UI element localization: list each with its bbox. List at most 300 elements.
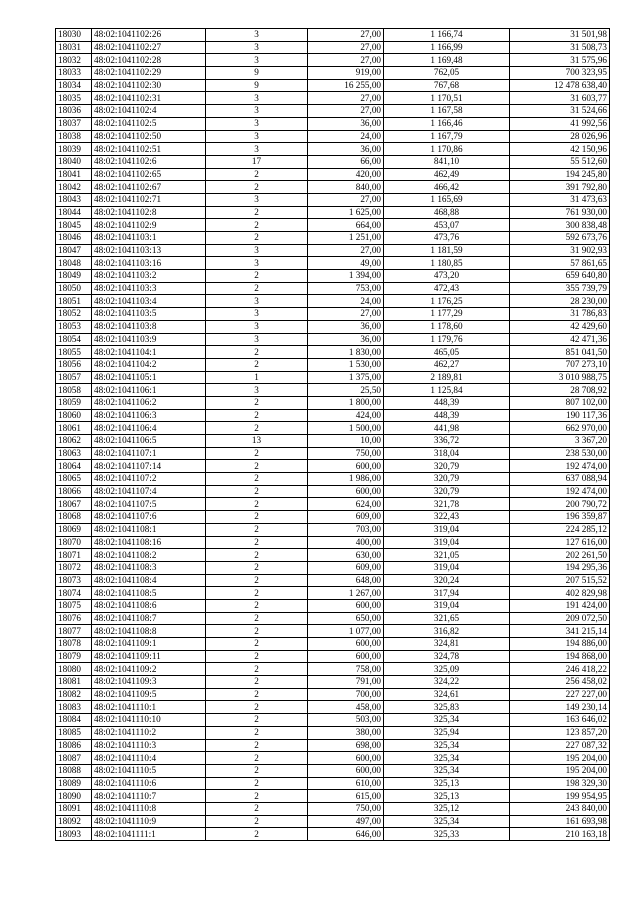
group-cell: 13 [206, 435, 308, 448]
cadastral-number-cell: 48:02:1041107:14 [92, 460, 206, 473]
cadastral-number-cell: 48:02:1041110:4 [92, 752, 206, 765]
row-number-cell: 18070 [56, 536, 92, 549]
table-row [56, 574, 610, 587]
rate-cell: 465,05 [384, 346, 510, 359]
group-cell: 3 [206, 117, 308, 130]
group-cell: 2 [206, 181, 308, 194]
table-row [56, 561, 610, 574]
cadastral-number-cell: 48:02:1041110:9 [92, 815, 206, 828]
value-cell: 3 367,20 [510, 435, 610, 448]
value-cell: 402 829,98 [510, 587, 610, 600]
cadastral-number-cell: 48:02:1041106:5 [92, 435, 206, 448]
row-number-cell: 18056 [56, 358, 92, 371]
rate-cell: 319,04 [384, 561, 510, 574]
area-cell: 609,00 [308, 561, 384, 574]
table-row [56, 54, 610, 67]
area-cell: 646,00 [308, 828, 384, 841]
cadastral-number-cell: 48:02:1041102:50 [92, 130, 206, 143]
area-cell: 458,00 [308, 701, 384, 714]
rate-cell: 767,68 [384, 79, 510, 92]
group-cell: 2 [206, 599, 308, 612]
row-number-cell: 18043 [56, 193, 92, 206]
value-cell: 28 708,92 [510, 384, 610, 397]
cadastral-number-cell: 48:02:1041102:9 [92, 219, 206, 232]
table-row [56, 790, 610, 803]
area-cell: 400,00 [308, 536, 384, 549]
row-number-cell: 18062 [56, 435, 92, 448]
area-cell: 791,00 [308, 676, 384, 689]
table-row [56, 79, 610, 92]
table-row [56, 638, 610, 651]
value-cell: 31 786,83 [510, 308, 610, 321]
row-number-cell: 18088 [56, 764, 92, 777]
area-cell: 610,00 [308, 777, 384, 790]
cadastral-number-cell: 48:02:1041109:11 [92, 650, 206, 663]
row-number-cell: 18078 [56, 638, 92, 651]
group-cell: 3 [206, 333, 308, 346]
row-number-cell: 18064 [56, 460, 92, 473]
value-cell: 190 117,36 [510, 409, 610, 422]
row-number-cell: 18039 [56, 143, 92, 156]
group-cell: 2 [206, 219, 308, 232]
rate-cell: 325,34 [384, 752, 510, 765]
rate-cell: 325,34 [384, 714, 510, 727]
rate-cell: 448,39 [384, 409, 510, 422]
value-cell: 41 992,56 [510, 117, 610, 130]
cadastral-number-cell: 48:02:1041103:4 [92, 295, 206, 308]
group-cell: 3 [206, 257, 308, 270]
area-cell: 1 375,00 [308, 371, 384, 384]
table-row [56, 701, 610, 714]
group-cell: 2 [206, 346, 308, 359]
area-cell: 698,00 [308, 739, 384, 752]
value-cell: 256 458,02 [510, 676, 610, 689]
cadastral-number-cell: 48:02:1041102:31 [92, 92, 206, 105]
value-cell: 28 230,00 [510, 295, 610, 308]
group-cell: 3 [206, 384, 308, 397]
rate-cell: 325,13 [384, 790, 510, 803]
value-cell: 238 530,00 [510, 447, 610, 460]
area-cell: 25,50 [308, 384, 384, 397]
row-number-cell: 18037 [56, 117, 92, 130]
area-cell: 66,00 [308, 155, 384, 168]
value-cell: 194 295,36 [510, 561, 610, 574]
area-cell: 1 830,00 [308, 346, 384, 359]
cadastral-number-cell: 48:02:1041102:51 [92, 143, 206, 156]
rate-cell: 466,42 [384, 181, 510, 194]
group-cell: 2 [206, 523, 308, 536]
group-cell: 3 [206, 105, 308, 118]
cadastral-number-cell: 48:02:1041102:4 [92, 105, 206, 118]
rate-cell: 322,43 [384, 511, 510, 524]
rate-cell: 325,12 [384, 802, 510, 815]
area-cell: 750,00 [308, 447, 384, 460]
value-cell: 207 515,52 [510, 574, 610, 587]
value-cell: 851 041,50 [510, 346, 610, 359]
cadastral-number-cell: 48:02:1041102:26 [92, 29, 206, 42]
value-cell: 55 512,60 [510, 155, 610, 168]
row-number-cell: 18087 [56, 752, 92, 765]
row-number-cell: 18082 [56, 688, 92, 701]
row-number-cell: 18040 [56, 155, 92, 168]
area-cell: 1 077,00 [308, 625, 384, 638]
group-cell: 2 [206, 726, 308, 739]
row-number-cell: 18069 [56, 523, 92, 536]
group-cell: 2 [206, 270, 308, 283]
area-cell: 600,00 [308, 650, 384, 663]
rate-cell: 320,24 [384, 574, 510, 587]
value-cell: 192 474,00 [510, 485, 610, 498]
table-row [56, 688, 610, 701]
rate-cell: 453,07 [384, 219, 510, 232]
rate-cell: 325,34 [384, 739, 510, 752]
table-row [56, 270, 610, 283]
cadastral-number-cell: 48:02:1041106:3 [92, 409, 206, 422]
area-cell: 919,00 [308, 67, 384, 80]
group-cell: 2 [206, 485, 308, 498]
rate-cell: 321,05 [384, 549, 510, 562]
cadastral-number-cell: 48:02:1041107:6 [92, 511, 206, 524]
area-cell: 609,00 [308, 511, 384, 524]
cadastral-number-cell: 48:02:1041111:1 [92, 828, 206, 841]
table-row [56, 41, 610, 54]
value-cell: 659 640,80 [510, 270, 610, 283]
value-cell: 42 471,36 [510, 333, 610, 346]
row-number-cell: 18085 [56, 726, 92, 739]
rate-cell: 1 179,76 [384, 333, 510, 346]
cadastral-number-cell: 48:02:1041106:4 [92, 422, 206, 435]
rate-cell: 325,94 [384, 726, 510, 739]
group-cell: 2 [206, 739, 308, 752]
cadastral-number-cell: 48:02:1041102:5 [92, 117, 206, 130]
group-cell: 2 [206, 764, 308, 777]
row-number-cell: 18066 [56, 485, 92, 498]
group-cell: 2 [206, 714, 308, 727]
row-number-cell: 18084 [56, 714, 92, 727]
area-cell: 36,00 [308, 320, 384, 333]
table-row [56, 117, 610, 130]
table-row [56, 346, 610, 359]
table-row [56, 726, 610, 739]
row-number-cell: 18031 [56, 41, 92, 54]
value-cell: 700 323,95 [510, 67, 610, 80]
table-row [56, 714, 610, 727]
cadastral-number-cell: 48:02:1041106:2 [92, 396, 206, 409]
group-cell: 2 [206, 802, 308, 815]
area-cell: 758,00 [308, 663, 384, 676]
table-row [56, 181, 610, 194]
area-cell: 1 394,00 [308, 270, 384, 283]
rate-cell: 462,49 [384, 168, 510, 181]
rate-cell: 317,94 [384, 587, 510, 600]
table-row [56, 105, 610, 118]
rate-cell: 325,13 [384, 777, 510, 790]
rate-cell: 319,04 [384, 599, 510, 612]
value-cell: 12 478 638,40 [510, 79, 610, 92]
rate-cell: 1 170,51 [384, 92, 510, 105]
table-row [56, 409, 610, 422]
value-cell: 198 329,30 [510, 777, 610, 790]
rate-cell: 320,79 [384, 485, 510, 498]
area-cell: 380,00 [308, 726, 384, 739]
table-row [56, 485, 610, 498]
row-number-cell: 18071 [56, 549, 92, 562]
cadastral-number-cell: 48:02:1041105:1 [92, 371, 206, 384]
table-row [56, 802, 610, 815]
row-number-cell: 18067 [56, 498, 92, 511]
table-row [56, 625, 610, 638]
table-row [56, 295, 610, 308]
rate-cell: 1 167,58 [384, 105, 510, 118]
area-cell: 615,00 [308, 790, 384, 803]
group-cell: 2 [206, 232, 308, 245]
table-row [56, 320, 610, 333]
row-number-cell: 18090 [56, 790, 92, 803]
value-cell: 194 868,00 [510, 650, 610, 663]
value-cell: 199 954,95 [510, 790, 610, 803]
value-cell: 31 473,63 [510, 193, 610, 206]
row-number-cell: 18060 [56, 409, 92, 422]
rate-cell: 325,34 [384, 764, 510, 777]
row-number-cell: 18061 [56, 422, 92, 435]
value-cell: 31 508,73 [510, 41, 610, 54]
rate-cell: 325,83 [384, 701, 510, 714]
group-cell: 2 [206, 396, 308, 409]
cadastral-number-cell: 48:02:1041102:65 [92, 168, 206, 181]
area-cell: 1 267,00 [308, 587, 384, 600]
row-number-cell: 18063 [56, 447, 92, 460]
group-cell: 3 [206, 54, 308, 67]
group-cell: 2 [206, 752, 308, 765]
table-row [56, 143, 610, 156]
value-cell: 127 616,00 [510, 536, 610, 549]
data-table [55, 28, 610, 841]
row-number-cell: 18073 [56, 574, 92, 587]
rate-cell: 762,05 [384, 67, 510, 80]
rate-cell: 473,76 [384, 232, 510, 245]
group-cell: 2 [206, 815, 308, 828]
group-cell: 3 [206, 130, 308, 143]
value-cell: 192 474,00 [510, 460, 610, 473]
table-row [56, 219, 610, 232]
table-row [56, 523, 610, 536]
value-cell: 31 501,98 [510, 29, 610, 42]
row-number-cell: 18033 [56, 67, 92, 80]
area-cell: 703,00 [308, 523, 384, 536]
value-cell: 28 026,96 [510, 130, 610, 143]
row-number-cell: 18074 [56, 587, 92, 600]
cadastral-number-cell: 48:02:1041102:67 [92, 181, 206, 194]
rate-cell: 324,61 [384, 688, 510, 701]
cadastral-number-cell: 48:02:1041107:1 [92, 447, 206, 460]
table-row [56, 828, 610, 841]
rate-cell: 321,78 [384, 498, 510, 511]
group-cell: 2 [206, 688, 308, 701]
cadastral-number-cell: 48:02:1041108:7 [92, 612, 206, 625]
cadastral-number-cell: 48:02:1041109:2 [92, 663, 206, 676]
table-row [56, 130, 610, 143]
rate-cell: 1 166,99 [384, 41, 510, 54]
area-cell: 27,00 [308, 41, 384, 54]
row-number-cell: 18077 [56, 625, 92, 638]
area-cell: 10,00 [308, 435, 384, 448]
rate-cell: 1 178,60 [384, 320, 510, 333]
area-cell: 664,00 [308, 219, 384, 232]
table-row [56, 815, 610, 828]
row-number-cell: 18080 [56, 663, 92, 676]
area-cell: 600,00 [308, 485, 384, 498]
row-number-cell: 18089 [56, 777, 92, 790]
group-cell: 1 [206, 371, 308, 384]
area-cell: 27,00 [308, 92, 384, 105]
area-cell: 753,00 [308, 282, 384, 295]
rate-cell: 1 177,29 [384, 308, 510, 321]
cadastral-number-cell: 48:02:1041110:10 [92, 714, 206, 727]
group-cell: 2 [206, 168, 308, 181]
value-cell: 149 230,14 [510, 701, 610, 714]
rate-cell: 472,43 [384, 282, 510, 295]
group-cell: 2 [206, 409, 308, 422]
area-cell: 27,00 [308, 105, 384, 118]
table-row [56, 473, 610, 486]
row-number-cell: 18030 [56, 29, 92, 42]
group-cell: 2 [206, 549, 308, 562]
row-number-cell: 18083 [56, 701, 92, 714]
value-cell: 191 424,00 [510, 599, 610, 612]
group-cell: 2 [206, 498, 308, 511]
row-number-cell: 18036 [56, 105, 92, 118]
table-row [56, 422, 610, 435]
value-cell: 227 087,32 [510, 739, 610, 752]
cadastral-number-cell: 48:02:1041103:1 [92, 232, 206, 245]
table-row [56, 232, 610, 245]
area-cell: 600,00 [308, 638, 384, 651]
rate-cell: 324,81 [384, 638, 510, 651]
value-cell: 31 575,96 [510, 54, 610, 67]
cadastral-number-cell: 48:02:1041110:3 [92, 739, 206, 752]
cadastral-number-cell: 48:02:1041109:3 [92, 676, 206, 689]
area-cell: 1 800,00 [308, 396, 384, 409]
area-cell: 1 625,00 [308, 206, 384, 219]
cadastral-number-cell: 48:02:1041102:8 [92, 206, 206, 219]
row-number-cell: 18065 [56, 473, 92, 486]
row-number-cell: 18047 [56, 244, 92, 257]
area-cell: 420,00 [308, 168, 384, 181]
rate-cell: 321,65 [384, 612, 510, 625]
rate-cell: 320,79 [384, 460, 510, 473]
group-cell: 2 [206, 473, 308, 486]
area-cell: 600,00 [308, 460, 384, 473]
table-row [56, 308, 610, 321]
value-cell: 123 857,20 [510, 726, 610, 739]
cadastral-number-cell: 48:02:1041110:2 [92, 726, 206, 739]
cadastral-number-cell: 48:02:1041102:28 [92, 54, 206, 67]
rate-cell: 473,20 [384, 270, 510, 283]
rate-cell: 319,04 [384, 536, 510, 549]
value-cell: 341 215,14 [510, 625, 610, 638]
cadastral-number-cell: 48:02:1041107:2 [92, 473, 206, 486]
group-cell: 2 [206, 828, 308, 841]
table-row [56, 333, 610, 346]
row-number-cell: 18046 [56, 232, 92, 245]
area-cell: 1 500,00 [308, 422, 384, 435]
cadastral-number-cell: 48:02:1041110:8 [92, 802, 206, 815]
row-number-cell: 18053 [56, 320, 92, 333]
table-row [56, 435, 610, 448]
rate-cell: 1 181,59 [384, 244, 510, 257]
value-cell: 243 840,00 [510, 802, 610, 815]
row-number-cell: 18054 [56, 333, 92, 346]
table-row [56, 511, 610, 524]
cadastral-number-cell: 48:02:1041107:4 [92, 485, 206, 498]
rate-cell: 325,34 [384, 815, 510, 828]
group-cell: 2 [206, 701, 308, 714]
table-row [56, 460, 610, 473]
value-cell: 200 790,72 [510, 498, 610, 511]
group-cell: 2 [206, 663, 308, 676]
rate-cell: 324,22 [384, 676, 510, 689]
cadastral-number-cell: 48:02:1041108:6 [92, 599, 206, 612]
table-body [56, 29, 610, 841]
cadastral-number-cell: 48:02:1041109:5 [92, 688, 206, 701]
value-cell: 202 261,50 [510, 549, 610, 562]
row-number-cell: 18052 [56, 308, 92, 321]
rate-cell: 1 169,48 [384, 54, 510, 67]
table-row [56, 168, 610, 181]
rate-cell: 325,33 [384, 828, 510, 841]
row-number-cell: 18086 [56, 739, 92, 752]
value-cell: 355 739,79 [510, 282, 610, 295]
rate-cell: 1 180,85 [384, 257, 510, 270]
area-cell: 600,00 [308, 764, 384, 777]
table-row [56, 764, 610, 777]
group-cell: 2 [206, 460, 308, 473]
rate-cell: 320,79 [384, 473, 510, 486]
value-cell: 707 273,10 [510, 358, 610, 371]
rate-cell: 325,09 [384, 663, 510, 676]
row-number-cell: 18051 [56, 295, 92, 308]
area-cell: 424,00 [308, 409, 384, 422]
rate-cell: 316,82 [384, 625, 510, 638]
group-cell: 3 [206, 143, 308, 156]
table-row [56, 371, 610, 384]
cadastral-number-cell: 48:02:1041110:6 [92, 777, 206, 790]
table-row [56, 739, 610, 752]
row-number-cell: 18093 [56, 828, 92, 841]
table-row [56, 257, 610, 270]
table-row [56, 92, 610, 105]
group-cell: 2 [206, 587, 308, 600]
table-row [56, 206, 610, 219]
area-cell: 36,00 [308, 143, 384, 156]
area-cell: 503,00 [308, 714, 384, 727]
rate-cell: 336,72 [384, 435, 510, 448]
area-cell: 27,00 [308, 244, 384, 257]
group-cell: 2 [206, 282, 308, 295]
row-number-cell: 18079 [56, 650, 92, 663]
group-cell: 2 [206, 625, 308, 638]
cadastral-number-cell: 48:02:1041109:1 [92, 638, 206, 651]
area-cell: 36,00 [308, 333, 384, 346]
value-cell: 300 838,48 [510, 219, 610, 232]
area-cell: 1 251,00 [308, 232, 384, 245]
cadastral-number-cell: 48:02:1041103:5 [92, 308, 206, 321]
group-cell: 3 [206, 320, 308, 333]
value-cell: 161 693,98 [510, 815, 610, 828]
row-number-cell: 18041 [56, 168, 92, 181]
value-cell: 224 285,12 [510, 523, 610, 536]
group-cell: 2 [206, 612, 308, 625]
